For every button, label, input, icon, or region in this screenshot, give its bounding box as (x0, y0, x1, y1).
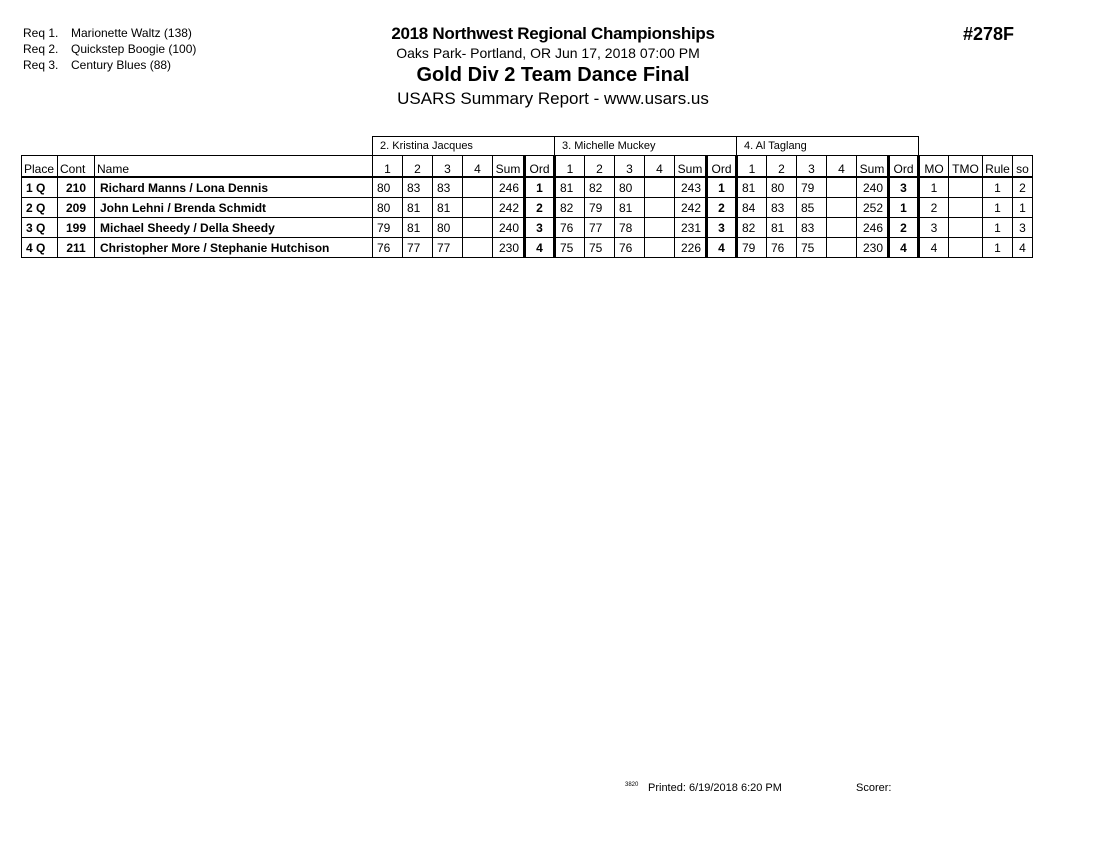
printed-timestamp: Printed: 6/19/2018 6:20 PM (648, 782, 782, 794)
score-2-cell: 81 (403, 218, 433, 238)
score-1-cell: 76 (373, 238, 403, 258)
score-2-cell: 75 (585, 238, 615, 258)
score-3-cell: 78 (615, 218, 645, 238)
col-rule: Rule (983, 156, 1013, 178)
event-title: Gold Div 2 Team Dance Final (416, 64, 690, 86)
sum-cell: 226 (675, 238, 707, 258)
table-row (22, 218, 1033, 238)
requirement-dance: Marionette Waltz (138) (71, 26, 192, 40)
ordinal-cell: 4 (707, 238, 737, 258)
score-2-cell: 82 (585, 177, 615, 198)
sum-cell: 230 (493, 238, 525, 258)
team-name-cell: Richard Manns / Lona Dennis (95, 177, 373, 198)
ordinal-cell: 3 (525, 218, 555, 238)
tmo-cell (949, 198, 983, 218)
score-2-cell: 80 (767, 177, 797, 198)
col-place: Place (22, 156, 58, 178)
score-3-cell: 75 (797, 238, 827, 258)
contestant-number-cell: 199 (58, 218, 95, 238)
ordinal-cell: 4 (889, 238, 919, 258)
judge-header: 4. Al Taglang (737, 137, 919, 156)
col-sum: Sum (675, 156, 707, 178)
score-2-cell: 81 (767, 218, 797, 238)
tmo-cell (949, 177, 983, 198)
score-4-cell (827, 177, 857, 198)
so-cell: 2 (1013, 177, 1033, 198)
so-cell: 4 (1013, 238, 1033, 258)
event-id: #278F (963, 24, 1015, 44)
col-score-2: 2 (767, 156, 797, 178)
score-4-cell (463, 238, 493, 258)
score-3-cell: 83 (797, 218, 827, 238)
score-4-cell (827, 218, 857, 238)
mo-cell: 4 (919, 238, 949, 258)
score-3-cell: 79 (797, 177, 827, 198)
score-1-cell: 82 (555, 198, 585, 218)
score-2-cell: 76 (767, 238, 797, 258)
ordinal-cell: 1 (707, 177, 737, 198)
results-body (22, 177, 1033, 258)
score-1-cell: 79 (737, 238, 767, 258)
team-name-cell: Christopher More / Stephanie Hutchison (95, 238, 373, 258)
score-3-cell: 80 (615, 177, 645, 198)
score-4-cell (645, 177, 675, 198)
place-cell: 1 Q (22, 177, 58, 198)
score-3-cell: 81 (615, 198, 645, 218)
report-header (300, 23, 806, 110)
contestant-number-cell: 211 (58, 238, 95, 258)
score-4-cell (463, 218, 493, 238)
score-1-cell: 80 (373, 177, 403, 198)
sum-cell: 242 (493, 198, 525, 218)
sum-cell: 230 (857, 238, 889, 258)
place-cell: 3 Q (22, 218, 58, 238)
results-table (21, 136, 1033, 258)
col-score-3: 3 (797, 156, 827, 178)
requirement-label: Req 1. (23, 26, 59, 40)
contestant-number-cell: 209 (58, 198, 95, 218)
ordinal-cell: 3 (889, 177, 919, 198)
requirement-item (23, 57, 196, 73)
col-score-2: 2 (403, 156, 433, 178)
col-score-3: 3 (433, 156, 463, 178)
judge-header: 3. Michelle Muckey (555, 137, 737, 156)
score-3-cell: 80 (433, 218, 463, 238)
ordinal-cell: 3 (707, 218, 737, 238)
col-sum: Sum (493, 156, 525, 178)
blank-cell (22, 137, 373, 156)
rule-cell: 1 (983, 177, 1013, 198)
rule-cell: 1 (983, 238, 1013, 258)
tmo-cell (949, 218, 983, 238)
rule-cell: 1 (983, 198, 1013, 218)
col-ord: Ord (525, 156, 555, 178)
col-so: so (1013, 156, 1033, 178)
score-3-cell: 85 (797, 198, 827, 218)
col-score-1: 1 (737, 156, 767, 178)
requirement-label: Req 3. (23, 58, 59, 72)
sum-cell: 246 (493, 177, 525, 198)
sum-cell: 242 (675, 198, 707, 218)
so-cell: 3 (1013, 218, 1033, 238)
score-1-cell: 76 (555, 218, 585, 238)
judge-header: 2. Kristina Jacques (373, 137, 555, 156)
judges-row (22, 137, 1033, 156)
contestant-number-cell: 210 (58, 177, 95, 198)
score-1-cell: 80 (373, 198, 403, 218)
mo-cell: 3 (919, 218, 949, 238)
championship-title: 2018 Northwest Regional Championships (391, 24, 715, 43)
score-4-cell (645, 198, 675, 218)
col-score-4: 4 (645, 156, 675, 178)
requirement-dance: Century Blues (88) (71, 58, 172, 72)
sum-cell: 231 (675, 218, 707, 238)
table-row (22, 177, 1033, 198)
score-4-cell (463, 198, 493, 218)
score-4-cell (645, 218, 675, 238)
score-2-cell: 83 (403, 177, 433, 198)
score-1-cell: 81 (555, 177, 585, 198)
col-score-4: 4 (463, 156, 493, 178)
table-row (22, 198, 1033, 218)
rule-cell: 1 (983, 218, 1013, 238)
ordinal-cell: 2 (525, 198, 555, 218)
score-2-cell: 77 (403, 238, 433, 258)
score-1-cell: 81 (737, 177, 767, 198)
venue-datetime: Oaks Park- Portland, OR Jun 17, 2018 07:00 PM (396, 45, 700, 61)
score-4-cell (463, 177, 493, 198)
team-name-cell: Michael Sheedy / Della Sheedy (95, 218, 373, 238)
ordinal-cell: 1 (889, 198, 919, 218)
requirement-label: Req 2. (23, 42, 59, 56)
requirement-item (23, 25, 196, 41)
score-3-cell: 81 (433, 198, 463, 218)
report-subtitle: USARS Summary Report - www.usars.us (397, 89, 709, 108)
score-1-cell: 82 (737, 218, 767, 238)
col-score-3: 3 (615, 156, 645, 178)
score-3-cell: 77 (433, 238, 463, 258)
sum-cell: 246 (857, 218, 889, 238)
col-score-1: 1 (555, 156, 585, 178)
place-cell: 2 Q (22, 198, 58, 218)
score-4-cell (645, 238, 675, 258)
so-cell: 1 (1013, 198, 1033, 218)
score-4-cell (827, 238, 857, 258)
score-1-cell: 84 (737, 198, 767, 218)
col-score-4: 4 (827, 156, 857, 178)
score-2-cell: 79 (585, 198, 615, 218)
place-cell: 4 Q (22, 238, 58, 258)
score-2-cell: 77 (585, 218, 615, 238)
sum-cell: 240 (857, 177, 889, 198)
score-4-cell (827, 198, 857, 218)
team-name-cell: John Lehni / Brenda Schmidt (95, 198, 373, 218)
col-ord: Ord (889, 156, 919, 178)
table-row (22, 238, 1033, 258)
ordinal-cell: 2 (889, 218, 919, 238)
ordinal-cell: 1 (525, 177, 555, 198)
sum-cell: 243 (675, 177, 707, 198)
col-mo: MO (919, 156, 949, 178)
score-2-cell: 81 (403, 198, 433, 218)
mo-cell: 2 (919, 198, 949, 218)
requirement-dance: Quickstep Boogie (100) (71, 42, 197, 56)
requirement-item (23, 41, 196, 57)
col-score-1: 1 (373, 156, 403, 178)
tmo-cell (949, 238, 983, 258)
col-name: Name (95, 156, 373, 178)
score-1-cell: 75 (555, 238, 585, 258)
col-tmo: TMO (949, 156, 983, 178)
score-2-cell: 83 (767, 198, 797, 218)
score-1-cell: 79 (373, 218, 403, 238)
sum-cell: 240 (493, 218, 525, 238)
report-code: 3820 (625, 782, 639, 788)
col-sum: Sum (857, 156, 889, 178)
sum-cell: 252 (857, 198, 889, 218)
col-cont: Cont (58, 156, 95, 178)
ordinal-cell: 2 (707, 198, 737, 218)
mo-cell: 1 (919, 177, 949, 198)
score-3-cell: 76 (615, 238, 645, 258)
col-score-2: 2 (585, 156, 615, 178)
blank-cell (919, 137, 1033, 156)
scorer-label: Scorer: (856, 782, 892, 794)
col-ord: Ord (707, 156, 737, 178)
ordinal-cell: 4 (525, 238, 555, 258)
requirements-list (23, 25, 196, 73)
column-header-row (22, 156, 1033, 178)
score-3-cell: 83 (433, 177, 463, 198)
